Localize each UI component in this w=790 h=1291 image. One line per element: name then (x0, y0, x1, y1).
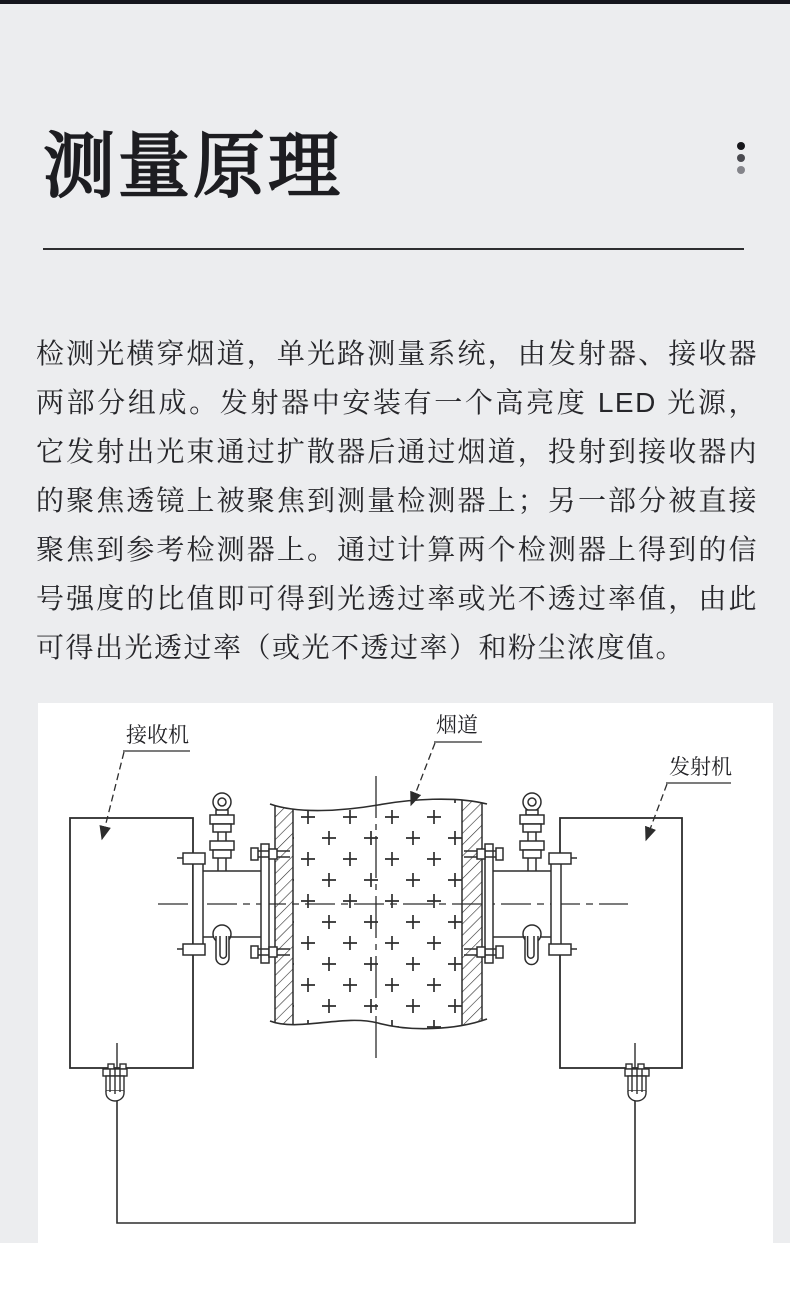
next-section-background (0, 1243, 790, 1291)
duct-label: 烟道 (436, 714, 478, 737)
kebab-menu-icon[interactable] (737, 142, 747, 178)
principle-paragraph: 检测光横穿烟道，单光路测量系统，由发射器、接收器两部分组成。发射器中安装有一个高亮度 LED 光源， 它发射出光束通过扩散器后通过烟道，投射到接收器内的聚焦透镜上被聚焦到测量检测器上；另一部分被直接聚焦到参考检测器上。通过计算两个检测器上得到的信号强度的比值即可得到光透过率或光不透过率值，由此可得出光透过率（或光不透过率）和粉尘浓度值。 (36, 338, 758, 663)
receiver-box (70, 818, 193, 1068)
transmitter-box (560, 818, 682, 1068)
connection-cable (117, 1100, 635, 1223)
duct-callout (411, 714, 482, 805)
kebab-dot (737, 166, 745, 174)
leader-arrow (411, 743, 435, 805)
receiver-label: 接收机 (126, 724, 189, 747)
page-title: 测量原理 (43, 123, 344, 208)
kebab-dot (737, 154, 745, 162)
top-status-bar (0, 0, 790, 4)
kebab-dot (737, 142, 745, 150)
measurement-diagram (38, 703, 773, 1243)
flue-duct (275, 793, 482, 1043)
transmitter-label: 发射机 (669, 756, 732, 779)
title-divider (43, 248, 744, 250)
